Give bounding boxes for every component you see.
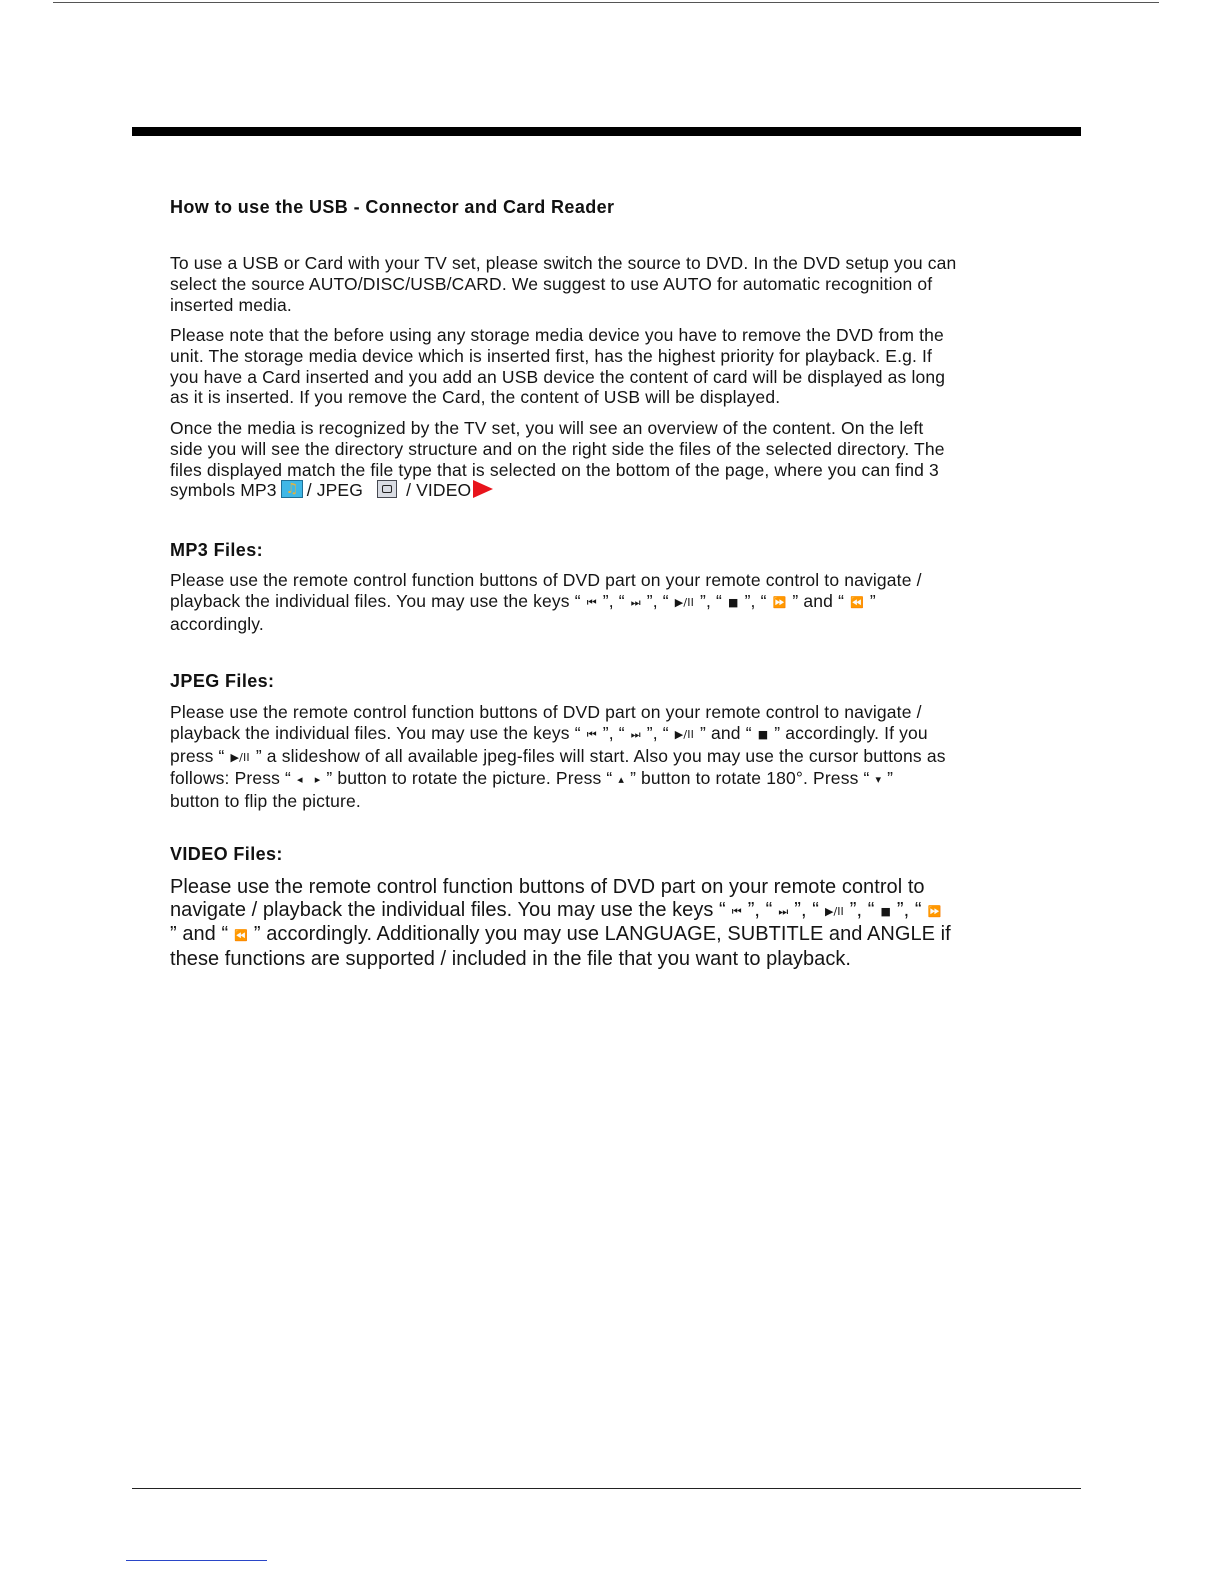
stop-icon: ■ bbox=[757, 727, 769, 741]
mp3-heading: MP3 Files: bbox=[170, 540, 264, 560]
music-note-icon bbox=[281, 480, 303, 498]
next-icon: ⏭ bbox=[630, 727, 641, 741]
previous-icon: ⏮ bbox=[731, 905, 742, 919]
text-line: ”, “ bbox=[794, 899, 819, 922]
header-bar bbox=[132, 127, 1081, 136]
camera-photo-icon bbox=[377, 480, 397, 498]
stop-icon: ■ bbox=[880, 905, 891, 919]
cursor-left-icon: ◂ bbox=[297, 773, 303, 787]
text-line: ”, “ bbox=[700, 590, 723, 611]
text-line: files displayed match the file type that is selected on the bottom of the page, where you can find 3 bbox=[170, 459, 939, 480]
play-pause-icon: ▶/II bbox=[674, 727, 695, 741]
next-icon: ⏭ bbox=[630, 595, 641, 609]
jpeg-heading: JPEG Files: bbox=[170, 671, 275, 691]
text-line: ”, “ bbox=[646, 590, 669, 611]
previous-icon: ⏮ bbox=[586, 595, 597, 609]
page-heading: How to use the USB - Connector and Card Reader bbox=[170, 197, 615, 217]
play-triangle-icon bbox=[473, 480, 493, 498]
cursor-right-icon: ▸ bbox=[314, 773, 321, 787]
text-line: select the source AUTO/DISC/USB/CARD. We suggest to use AUTO for automatic recognition of bbox=[170, 273, 933, 294]
text-line: Please use the remote control function buttons of DVD part on your remote control to navigate / bbox=[170, 702, 922, 722]
text-line: ”, “ bbox=[602, 590, 625, 611]
text-line: ” accordingly. If you bbox=[774, 722, 928, 743]
text-line: / VIDEO bbox=[406, 480, 472, 501]
text-line: ”, “ bbox=[744, 590, 767, 611]
play-pause-icon: ▶/II bbox=[824, 905, 844, 919]
rewind-icon: ⏪ bbox=[850, 595, 864, 609]
intro-paragraph-3 bbox=[170, 418, 1055, 501]
text-line: ” bbox=[869, 590, 876, 611]
video-paragraph bbox=[170, 876, 1055, 971]
mp3-paragraph bbox=[170, 570, 1055, 634]
text-line: ”, “ bbox=[896, 899, 922, 922]
top-rule bbox=[53, 2, 1159, 3]
text-line: ” accordingly. Additionally you may use LANGUAGE, SUBTITLE and ANGLE if bbox=[253, 923, 951, 946]
text-line: playback the individual files. You may use the keys “ bbox=[170, 722, 581, 743]
text-line: follows: Press “ bbox=[170, 768, 292, 789]
text-line: Please use the remote control function buttons of DVD part on your remote control to navigate / bbox=[170, 570, 922, 590]
footer-line bbox=[126, 1560, 267, 1561]
text-line: ” and “ bbox=[700, 722, 752, 743]
text-line: ”, “ bbox=[747, 899, 773, 922]
text-line: ” bbox=[887, 768, 894, 789]
next-icon: ⏭ bbox=[778, 905, 789, 919]
text-line: inserted media. bbox=[170, 294, 292, 315]
text-line: Once the media is recognized by the TV set, you will see an overview of the content. On the left bbox=[170, 418, 924, 438]
text-line: as it is inserted. If you remove the Card, the content of USB will be displayed. bbox=[170, 387, 781, 408]
text-line: ” and “ bbox=[170, 923, 229, 946]
fast-forward-icon: ⏩ bbox=[772, 595, 787, 609]
text-line: Please note that the before using any storage media device you have to remove the DVD from the bbox=[170, 325, 944, 345]
text-line: ”, “ bbox=[849, 899, 875, 922]
text-line: side you will see the directory structure and on the right side the files of the selected directory. The bbox=[170, 438, 945, 459]
intro-paragraph-1 bbox=[170, 253, 1055, 315]
text-line: ” a slideshow of all available jpeg-files will start. Also you may use the cursor buttons as bbox=[255, 745, 946, 766]
play-pause-icon: ▶/II bbox=[674, 595, 695, 609]
text-line: symbols MP3 bbox=[170, 480, 277, 501]
intro-paragraph-2 bbox=[170, 325, 1055, 408]
text-line: navigate / playback the individual files. You may use the keys “ bbox=[170, 899, 726, 922]
text-line: Please use the remote control function buttons of DVD part on your remote control to bbox=[170, 876, 925, 898]
stop-icon: ■ bbox=[728, 595, 739, 609]
text-line: ” button to rotate 180°. Press “ bbox=[630, 768, 870, 789]
text-line: accordingly. bbox=[170, 613, 264, 634]
rewind-icon: ⏪ bbox=[234, 929, 248, 943]
cursor-down-icon: ▾ bbox=[875, 773, 882, 787]
play-pause-icon: ▶/II bbox=[230, 750, 250, 764]
text-line: ” button to rotate the picture. Press “ bbox=[326, 768, 613, 789]
previous-icon: ⏮ bbox=[586, 727, 597, 741]
text-line: / JPEG bbox=[306, 480, 364, 501]
video-heading: VIDEO Files: bbox=[170, 844, 283, 864]
jpeg-paragraph bbox=[170, 702, 1055, 812]
text-line: playback the individual files. You may use the keys “ bbox=[170, 590, 581, 611]
text-line: you have a Card inserted and you add an USB device the content of card will be displayed as long bbox=[170, 366, 946, 387]
text-line: ”, “ bbox=[646, 722, 669, 743]
text-line: ” and “ bbox=[792, 590, 845, 611]
text-line: button to flip the picture. bbox=[170, 791, 361, 812]
text-line: these functions are supported / included in the file that you want to playback. bbox=[170, 947, 852, 970]
text-line: unit. The storage media device which is inserted first, has the highest priority for playback. E.g. If bbox=[170, 345, 933, 366]
cursor-up-icon: ▴ bbox=[618, 773, 625, 787]
bottom-rule bbox=[132, 1488, 1081, 1489]
text-line: ”, “ bbox=[602, 722, 625, 743]
text-line: press “ bbox=[170, 745, 225, 766]
fast-forward-icon: ⏩ bbox=[927, 905, 942, 919]
text-line: To use a USB or Card with your TV set, please switch the source to DVD. In the DVD setup you can bbox=[170, 253, 957, 273]
